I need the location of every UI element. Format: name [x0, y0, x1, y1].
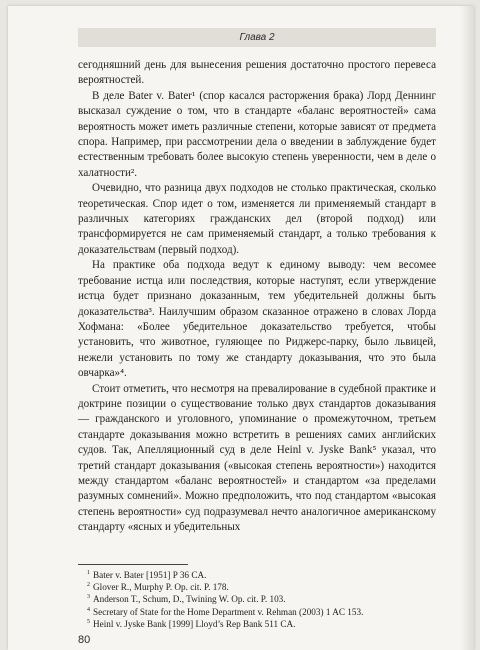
footnote-2: [78, 581, 436, 593]
main-text: [78, 58, 436, 536]
paragraph-1: сегодняшний день для вынесения решения достаточно простого перевеса вероятностей.: [78, 59, 436, 87]
footnote-number: 5: [87, 618, 90, 625]
footnote-text: Heinl v. Jyske Bank [1999] Lloyd’s Rep Bank 511 CA.: [93, 618, 296, 629]
footnote-5: [78, 618, 436, 630]
footnote-1: [78, 569, 436, 581]
footnote-number: 2: [87, 582, 90, 589]
footnote-number: 4: [87, 606, 90, 613]
footnote-number: 3: [87, 594, 90, 601]
footnote-divider: [78, 564, 188, 565]
paragraph-5: Стоит отметить, что несмотря на превалирование в судебной практике и доктрине позиции о существование только двух стандартов доказывания — гражданского и уголовного, упоминание о промежуточном, третьем стандарте доказывания можно встретить в решениях самих английских судов. Так, Апелляционный суд в деле Heinl v. Jyske Bank⁵ указал, что третий стандарт доказывания («высокая степень вероятности») находится между стандартом «баланс вероятностей» и стандартом «за пределами разумных сомнений». Можно предположить, что под стандартом «высокая степень вероятности» суд подразумевал нечто аналогичное американскому стандарту «ясных и убедительных: [78, 382, 436, 534]
footnote-text: Bater v. Bater [1951] P 36 CA.: [93, 570, 207, 580]
footnote-text: Glover R., Murphy P. Op. cit. P. 178.: [93, 582, 229, 593]
paragraph-4: На практике оба подхода ведут к единому выводу: чем весомее требование истца или последствия, которые наступят, если утверждение истца будет признано доказанным, тем убедительней должны быть доказательства³. Наилучшим образом сказанное отражено в словах Лорда Хофмана: «Более убедительное доказательство требуется, чтобы установить, что животное, гуляющее по Риджерс-парку, было львицей, нежели установить по тому же стандарту доказывания, что это была овчарка»⁴.: [78, 259, 436, 380]
footnote-number: 1: [87, 569, 90, 576]
page-number: 80: [78, 634, 91, 646]
footnote-text: Anderson T., Schum, D., Twining W. Op. cit. P. 103.: [93, 594, 286, 605]
paragraph-3: Очевидно, что разница двух подходов не столько практическая, сколько теоретическая. Спор идет о том, изменяется ли применяемый стандарт в различных категориях гражданских дел (второй подход) или трансформируется не сам применяемый стандарт, а только требования к доказательствам (первый подход).: [78, 182, 436, 256]
paragraph-2: В деле Bater v. Bater¹ (спор касался расторжения брака) Лорд Деннинг высказал суждение о том, что в стандарте «баланс вероятностей» сама вероятность может иметь различные степени, которые зависят от предмета спора. Например, при рассмотрении дела о введении в заблуждение будет естественным требовать более высокую степень уверенности, чем в деле о халатности².: [78, 89, 436, 179]
footnote-text: Secretary of State for the Home Department v. Rehman (2003) 1 AC 153.: [93, 606, 364, 617]
book-page: [8, 6, 474, 650]
running-header: Глава 2: [78, 28, 436, 47]
footnote-3: [78, 593, 436, 605]
footnote-4: [78, 606, 436, 618]
footnotes: [78, 569, 436, 630]
